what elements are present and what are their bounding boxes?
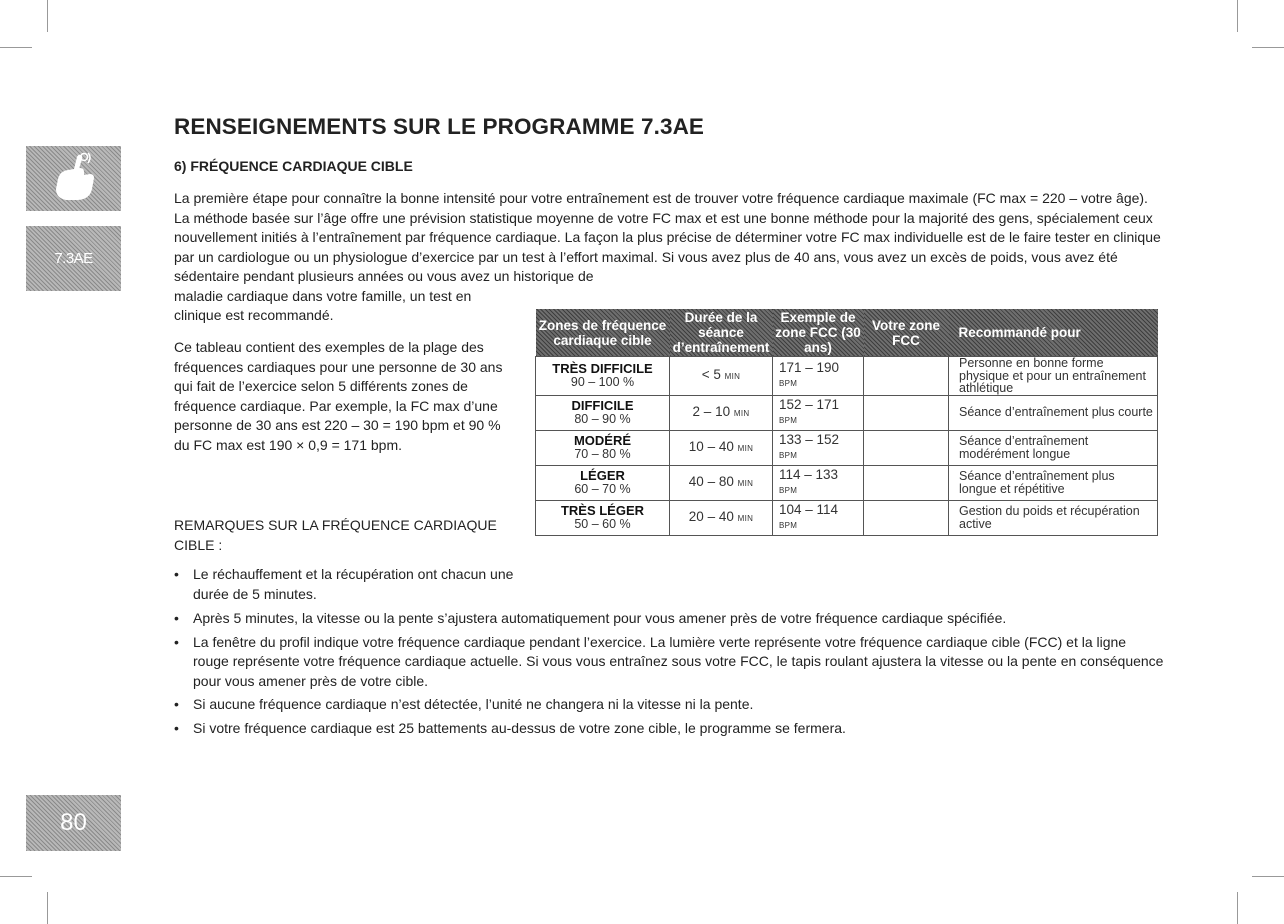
duration-unit: MIN: [733, 408, 750, 418]
zone-range: 50 – 60 %: [574, 516, 631, 531]
duration-value: < 5: [701, 367, 721, 382]
list-item: • La fenêtre du profil indique votre fréquence cardiaque pendant l’exercice. La lumière verte représente votre fréquence cardiaque cible (FCC) et la ligne rouge représente votre fréquence cardiaque actuelle. Si vous vous entraînez sous votre FCC, le tapis roulant ajustera la vitesse ou la pente en conséquence pour vous amener près de votre cible.: [174, 633, 1164, 692]
crop-mark: [1252, 47, 1284, 48]
model-tab: 7.3AE: [26, 226, 121, 291]
col-header: Votre zone FCC: [864, 309, 949, 357]
zone-cell: [536, 430, 670, 465]
table-row: [536, 430, 1158, 465]
list-item: • Si aucune fréquence cardiaque n’est détectée, l’unité ne changera ni la vitesse ni la pente.: [174, 695, 1164, 715]
your-zone-cell: [864, 465, 949, 500]
zone-cell: [536, 395, 670, 430]
col-header: Durée de la séance d’entraînement: [670, 309, 773, 357]
zone-name: LÉGER: [580, 468, 625, 483]
recommended-cell: Gestion du poids et récupération active: [949, 500, 1158, 535]
crop-mark: [1252, 876, 1284, 877]
duration-value: 40 – 80: [688, 473, 734, 489]
example-cell: [773, 395, 864, 430]
duration-unit: MIN: [737, 513, 754, 523]
recommended-cell: Personne en bonne forme physique et pour un entraînement athlétique: [949, 357, 1158, 396]
bpm-unit: BPM: [779, 485, 798, 495]
zone-cell: [536, 465, 670, 500]
duration-value: 20 – 40: [688, 508, 734, 524]
zone-range: 60 – 70 %: [574, 481, 631, 496]
example-value: 114 – 133: [779, 467, 839, 482]
crop-mark: [47, 0, 48, 32]
duration-value: 10 – 40: [688, 438, 734, 454]
page-title: RENSEIGNEMENTS SUR LE PROGRAMME 7.3AE: [174, 114, 705, 139]
your-zone-cell: [864, 430, 949, 465]
example-value: 171 – 190: [779, 360, 840, 376]
table-row: [536, 357, 1158, 396]
list-item: • Après 5 minutes, la vitesse ou la pente s’ajustera automatiquement pour vous amener près de votre fréquence cardiaque spécifiée.: [174, 609, 1164, 629]
crop-mark: [0, 876, 32, 877]
zone-cell: [536, 357, 670, 396]
zone-range: 80 – 90 %: [574, 411, 631, 426]
duration-unit: MIN: [724, 372, 741, 381]
duration-cell: [670, 465, 773, 500]
duration-cell: [670, 500, 773, 535]
bpm-unit: BPM: [779, 415, 798, 425]
bpm-unit: BPM: [779, 520, 798, 530]
zone-name: TRÈS DIFFICILE: [552, 361, 653, 377]
hand-touch-icon: [26, 146, 121, 211]
list-item: • Le réchauffement et la récupération ont chacun une durée de 5 minutes.: [174, 565, 538, 604]
bpm-unit: BPM: [779, 450, 798, 460]
crop-mark: [1237, 0, 1238, 32]
intro-text-end: maladie cardiaque dans votre famille, un test en clinique est recommandé.: [174, 287, 472, 323]
zone-name: DIFFICILE: [571, 398, 634, 413]
example-cell: [773, 500, 864, 535]
duration-value: 2 – 10: [692, 403, 731, 419]
example-cell: [773, 357, 864, 396]
remarks-title: REMARQUES SUR LA FRÉQUENCE CARDIAQUE CIBLE :: [174, 517, 497, 553]
example-value: 152 – 171: [779, 397, 840, 412]
col-header: Zones de fréquence cardiaque cible: [536, 309, 670, 357]
col-header: Recommandé pour: [949, 309, 1158, 357]
table-row: [536, 395, 1158, 430]
your-zone-cell: [864, 357, 949, 396]
col-header: Exemple de zone FCC (30 ans): [773, 309, 864, 357]
remarks-list: [174, 565, 1164, 742]
example-value: 104 – 114: [779, 502, 839, 517]
zone-name: TRÈS LÉGER: [560, 503, 645, 518]
crop-mark: [0, 47, 32, 48]
recommended-cell: Séance d’entraînement plus courte: [949, 395, 1158, 430]
duration-unit: MIN: [737, 443, 754, 453]
zone-name: MODÉRÉ: [573, 433, 632, 448]
duration-unit: MIN: [737, 478, 754, 488]
example-paragraph: Ce tableau contient des exemples de la plage des fréquences cardiaques pour une personne de 30 ans qui fait de l’exercice selon 5 différents zones de fréquence cardiaque. Par exemple, la FC max d’une personne de 30 ans est 220 – 30 = 190 bpm et 90 % du FC max est 190 × 0,9 = 171 bpm.: [174, 339, 503, 453]
example-cell: [773, 430, 864, 465]
example-value: 133 – 152: [779, 432, 840, 447]
heart-rate-table: [535, 309, 1158, 536]
your-zone-cell: [864, 500, 949, 535]
crop-mark: [1237, 892, 1238, 924]
list-item: • Si votre fréquence cardiaque est 25 battements au-dessus de votre zone cible, le programme se fermera.: [174, 719, 1164, 739]
page-number: 80: [26, 795, 121, 851]
duration-cell: [670, 357, 773, 396]
intro-paragraph: [174, 189, 1164, 326]
crop-mark: [47, 892, 48, 924]
zone-cell: [536, 500, 670, 535]
table-header-row: [536, 309, 1158, 357]
section-title: 6) FRÉQUENCE CARDIAQUE CIBLE: [174, 158, 413, 174]
your-zone-cell: [864, 395, 949, 430]
table-row: [536, 500, 1158, 535]
zone-range: 90 – 100 %: [570, 374, 635, 389]
hand-touch-icon-graphic: [44, 151, 104, 207]
table-row: [536, 465, 1158, 500]
recommended-cell: Séance d’entraînement plus longue et répétitive: [949, 465, 1158, 500]
intro-text: La première étape pour connaître la bonne intensité pour votre entraînement est de trouver votre fréquence cardiaque maximale (FC max = 220 – votre âge). La méthode basée sur l’âge offre une prévision statistique moyenne de votre FC max et est une bonne méthode pour la majorité des gens, spécialement ceux nouvellement initiés à l’entraînement par fréquence cardiaque. La façon la plus précise de déterminer votre FC max individuelle est de le faire tester en clinique par un cardiologue ou un physiologue d’exercice par un test à l’effort maximal. Si vous avez plus de 40 ans, vous avez un excès de poids, vous avez été sédentaire pendant plusieurs années ou vous avez un historique de: [174, 190, 1161, 284]
bpm-unit: BPM: [779, 378, 798, 388]
duration-cell: [670, 395, 773, 430]
duration-cell: [670, 430, 773, 465]
zone-range: 70 – 80 %: [574, 446, 631, 461]
recommended-cell: Séance d’entraînement modérément longue: [949, 430, 1158, 465]
example-cell: [773, 465, 864, 500]
